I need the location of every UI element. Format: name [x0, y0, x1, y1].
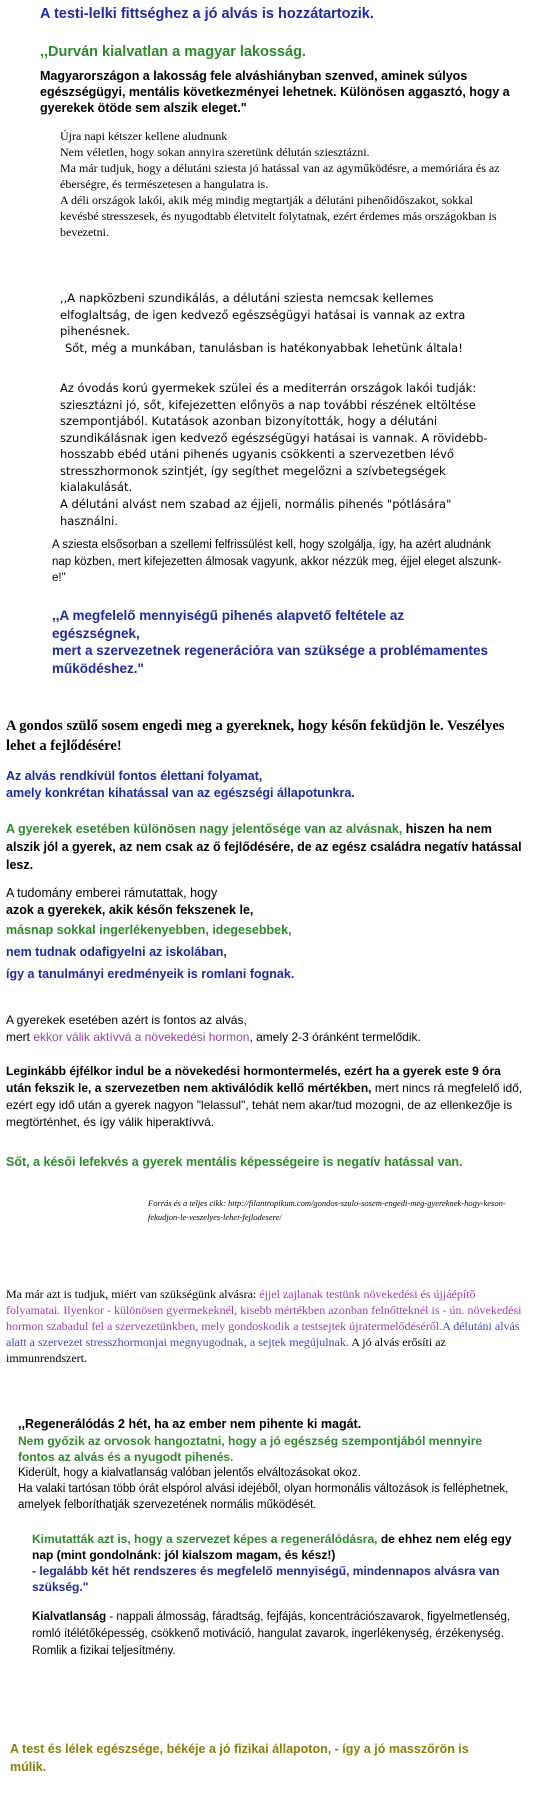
- quote2: [52, 607, 492, 677]
- night-a: Ma már azt is tudjuk, miért van szükségünk alvásra:: [6, 1287, 260, 1301]
- regen-quote-blue: - legalább két hét rendszeres és megfelelő mennyiségű, mindennapos alvásra van szükség.": [32, 1564, 500, 1594]
- sleep-deprivation: [32, 1609, 517, 1660]
- night-processes: [6, 1286, 528, 1366]
- growth-highlight: ekkor válik aktívvá a növekedési hormon: [33, 1030, 250, 1044]
- sleep-deprivation-label: Kialvatlanság: [32, 1611, 107, 1623]
- sleep-importance: [6, 768, 526, 802]
- science-line: nem tudnak odafigyelni az iskolában,: [6, 945, 227, 959]
- siesta-line: Ma már tudjuk, hogy a délutáni sziesta jó hatással van az agyműködésre, a memóriára és az éberségre, és természetesen a hangulatra is.: [60, 161, 500, 191]
- regen-title: ,,Regenerálódás 2 hét, ha az ember nem pihente ki magát.: [18, 1417, 362, 1431]
- growth-hormon: [6, 1012, 531, 1046]
- closing-statement: A test és lélek egészsége, békéje a jó fizikai állapoton, - így a jó masszőrön is múlik.: [10, 1742, 469, 1774]
- science-line: azok a gyerekek, akik későn fekszenek le,: [6, 903, 254, 917]
- night-hormon-bold: Leginkább éjfélkor indul be a növekedési hormontermelés, ezért ha a gyerek este 9 óra után fekszik le, a szervezetben nem aktiválódik kellő mértékben,: [6, 1064, 501, 1095]
- siesta-para5: A sziesta elsősorban a szellemi felfrissülést kell, hogy szolgálja, így, ha azért aludnánk nap közben, mert kifejezetten álmosak vagyunk, akkor nézzük meg, éjjel eleget alszunk-e!": [52, 539, 502, 584]
- science-line: így a tanulmányi eredményeik is romlani fognak.: [6, 967, 295, 981]
- regen-p1: Kiderült, hogy a kialvatlanság valóban jelentős elváltozásokat okoz.: [18, 1467, 361, 1479]
- page-title: A testi-lelki fittséghez a jó alvás is hozzátartozik.: [40, 6, 374, 22]
- quote1-body: Magyarországon a lakosság fele alváshiányban szenved, aminek súlyos egészségügyi, mentális következményei lehetnek. Különösen aggasztó, hogy a gyerekek ötöde sem alszik eleget.": [40, 69, 510, 115]
- night-c: A délutáni alvás alatt a szervezet stresszhormonjai megnyugodnak, a sejtek megújulnak.: [6, 1319, 520, 1349]
- regen-doctors: Nem győzik az orvosok hangoztatni, hogy a jó egészség szempontjából mennyire fontos az alvás és a nyugodt pihenés.: [18, 1434, 483, 1464]
- regen-p2: Ha valaki tartósan több órát elspórol alvási idejéből, olyan hormonális változások is felléphetnek, amelyek felboríthatják szervezetének normális működését.: [18, 1483, 509, 1511]
- children-sleep-rest: hiszen ha nem alszik jól a gyerek, az nem csak az ő fejlődésére, de az egész családra negatív hatással lesz.: [6, 822, 522, 872]
- growth-line-2: [6, 1029, 531, 1046]
- siesta-para2: [60, 290, 500, 356]
- quote2-line: ,,A megfelelő mennyiségű pihenés alapvető feltétele az egészségnek,: [52, 608, 405, 641]
- siesta-line: Nem véletlen, hogy sokan annyira szeretünk délután sziesztázni.: [60, 145, 370, 159]
- siesta-para2-a: ,,A napközbeni szundikálás, a délutáni sziesta nemcsak kellemes elfoglaltság, de igen kedvező egészségügyi hatásai is vannak az extra pihenésnek.: [60, 291, 466, 338]
- parent-heading: A gondos szülő sosem engedi meg a gyereknek, hogy későn feküdjön le. Veszélyes lehet a fejlődésére!: [6, 718, 505, 754]
- science-list: [6, 885, 526, 985]
- siesta-intro: [60, 128, 500, 240]
- growth-line-1: A gyerekek esetében azért is fontos az alvás,: [6, 1013, 247, 1027]
- quote1-title: ,,Durván kialvatlan a magyar lakosság.: [40, 44, 306, 60]
- science-line: A tudomány emberei rámutattak, hogy: [6, 886, 218, 900]
- growth-text: mert: [6, 1030, 34, 1044]
- sleep-deprivation-text: - nappali álmosság, fáradtság, fejfájás, koncentrációszavarok, figyelmetlenség, romló ítélétőképesség, csökkenő motiváció, hangulat zavarok, ingerlékenység, érzékenység. Romlik a fizikai teljesítmény.: [32, 1611, 511, 1657]
- quote2-line: mert a szervezetnek regenerációra van szüksége a problémamentes működéshez.": [52, 643, 488, 676]
- siesta-line: Újra napi kétszer kellene aludnunk: [60, 129, 228, 143]
- regen-quote-black: de ehhez nem elég egy nap (mint gondolnánk: jól kialszom magam, és kész!): [32, 1532, 512, 1562]
- sleep-importance-2: amely konkrétan kihatással van az egészségi állapotunkra.: [6, 786, 355, 800]
- siesta-para3: Az óvodás korú gyermekek szülei és a mediterrán országok lakói tudják: sziesztázni jó, sőt, kifejezetten előnyös a nap további részének eltöltése szempontjából. Kutatások azonban bizonyították, hogy a délutáni szundikálásnak igen kedvező egészségügyi hatásai is vannak. A rövidebb-hosszabb ebéd utáni pihenés ugyanis csökkenti a szervezetben lévő stresszhormonok szintjét, így segíthet megelőzni a szívbetegségek kialakulását.: [60, 381, 488, 494]
- children-sleep: [6, 820, 526, 874]
- siesta-para2-b: Sőt, még a munkában, tanulásban is hatékonyabbak lehetünk általa!: [65, 340, 463, 355]
- sleep-importance-1: Az alvás rendkívül fontos élettani folyamat,: [6, 769, 263, 783]
- children-sleep-green: A gyerekek esetében különösen nagy jelentősége van az alvásnak,: [6, 822, 403, 836]
- growth-text: , amely 2-3 óránként termelődik.: [249, 1030, 421, 1044]
- siesta-line: A déli országok lakói, akik még mindig megtartják a délutáni pihenőidőszakot, sokkal kevésbé stresszesek, és nyugodtabb életvitelt folytatnak, ezért érdemes más országokban is bevezetni.: [60, 193, 497, 239]
- siesta-para4: A délutáni alvást nem szabad az éjjeli, normális pihenés "pótlására" használni.: [60, 497, 452, 528]
- regen-quote-green: Kimutatták azt is, hogy a szervezet képes a regenerálódásra,: [32, 1532, 378, 1546]
- regen-quote: [32, 1531, 512, 1595]
- night-d: A jó alvás erősíti az immunrendszert.: [6, 1335, 446, 1365]
- night-hormon: [6, 1063, 528, 1131]
- night-hormon-rest: mert nincs rá megfelelő idő, ezért egy idő után a gyerek nagyon "lelassul", tehát nem akar/tud mozogni, de az ellenkezője is megtörténhet, és így válik hiperaktívvá.: [6, 1081, 523, 1129]
- source-link[interactable]: Forrás és a teljes cikk: http://filantropikum.com/gondos-szulo-sosem-engedi-meg-gyereknek-hogy-keson-fekudjon-le-veszelyes-lehet-fejlodesere/: [148, 1198, 506, 1222]
- science-line: másnap sokkal ingerlékenyebben, idegesebbek,: [6, 923, 292, 937]
- night-b: éjjel zajlanak testünk növekedési és újjáépítő folyamatai. Ilyenkor - különösen gyermekeknél, kisebb mértékben azonban felnőtteknél is - ún. növekedési hormon szabadul fel a szervezetünkben, mely gondoskodik a testsejtek újratermelődéséről.: [6, 1287, 522, 1333]
- late-bedtime: Sőt, a késői lefekvés a gyerek mentális képességeire is negatív hatással van.: [6, 1155, 463, 1169]
